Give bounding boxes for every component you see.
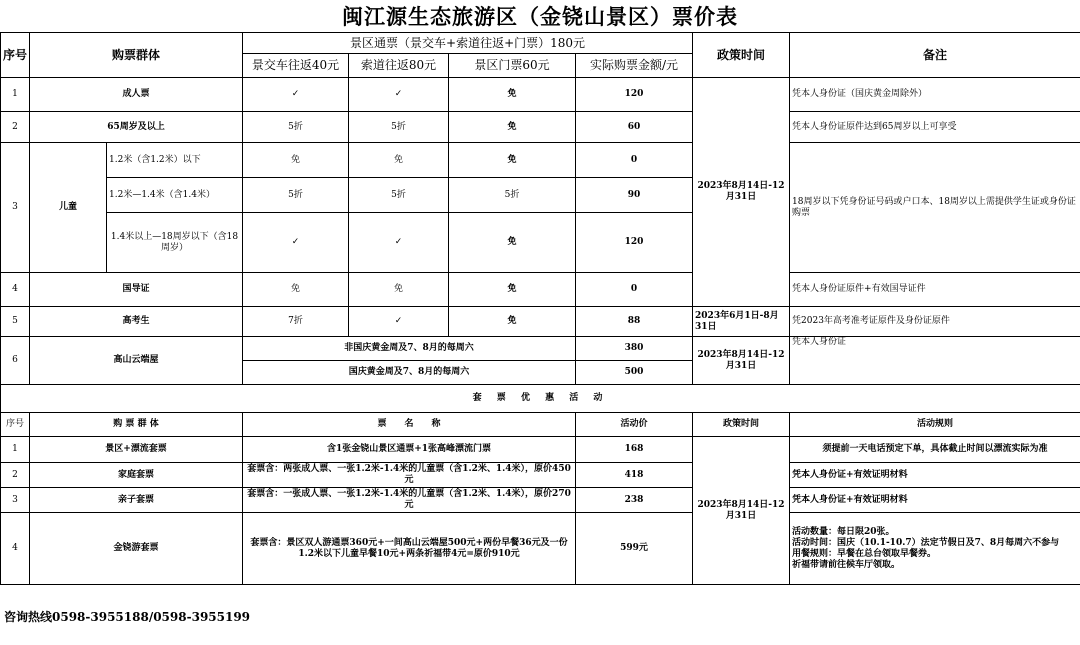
cell-amount: 90 xyxy=(576,178,693,213)
package-header-index: 序号 xyxy=(1,413,30,437)
cell-ropeway: 免 xyxy=(349,143,449,178)
header-actual: 实际购票金额/元 xyxy=(576,54,693,78)
table-row xyxy=(1,513,1080,585)
cell-no: 3 xyxy=(1,488,30,513)
table-row xyxy=(1,143,1080,178)
hotline-text: 咨询热线0598-3955188/0598-3955199 xyxy=(4,610,251,624)
cell-no: 6 xyxy=(1,337,30,385)
package-header-group: 购 票 群 体 xyxy=(30,413,243,437)
cell-ropeway: 5折 xyxy=(349,178,449,213)
cell-ropeway: ✓ xyxy=(349,213,449,273)
cell-rule: 凭本人身份证+有效证明材料 xyxy=(790,463,1080,488)
table-row xyxy=(1,437,1080,463)
cell-amount: 500 xyxy=(576,361,693,385)
cell-bus: ✓ xyxy=(243,78,349,112)
cell-group: 景区+漂流套票 xyxy=(30,437,243,463)
cell-price: 418 xyxy=(576,463,693,488)
cell-desc: 非国庆黄金周及7、8月的每周六 xyxy=(243,337,576,361)
cell-amount: 120 xyxy=(576,213,693,273)
cell-ropeway: 免 xyxy=(349,273,449,307)
cell-no: 4 xyxy=(1,273,30,307)
cell-policy: 2023年8月14日-12月31日 xyxy=(693,337,790,385)
cell-rule: 须提前一天电话预定下单，具体截止时间以漂流实际为准 xyxy=(790,437,1080,463)
cell-group: 金铙游套票 xyxy=(30,513,243,585)
cell-amount: 0 xyxy=(576,273,693,307)
cell-subgroup: 1.2米（含1.2米）以下 xyxy=(107,143,243,178)
header-gate: 景区门票60元 xyxy=(449,54,576,78)
cell-bus: ✓ xyxy=(243,213,349,273)
cell-ropeway: ✓ xyxy=(349,78,449,112)
cell-remark: 凭本人身份证（国庆黄金周除外） xyxy=(790,78,1080,112)
table-row xyxy=(1,78,1080,112)
cell-no: 5 xyxy=(1,307,30,337)
cell-group: 亲子套票 xyxy=(30,488,243,513)
cell-name: 含1张金铙山景区通票+1张高峰漂流门票 xyxy=(243,437,576,463)
rule-line: 活动数量：每日限20张。 xyxy=(792,526,895,537)
cell-rule: 凭本人身份证+有效证明材料 xyxy=(790,488,1080,513)
cell-gate: 免 xyxy=(449,78,576,112)
cell-no: 1 xyxy=(1,78,30,112)
cell-policy: 2023年6月1日-8月31日 xyxy=(693,307,790,337)
cell-subgroup: 1.4米以上—18周岁以下（含18周岁） xyxy=(107,213,243,273)
cell-no: 2 xyxy=(1,463,30,488)
cell-subgroup: 1.2米—1.4米（含1.4米） xyxy=(107,178,243,213)
cell-gate: 免 xyxy=(449,112,576,143)
rule-line: 祈福带请前往候车厅领取。 xyxy=(792,559,901,570)
header-combo: 景区通票（景交车+索道往返+门票）180元 xyxy=(243,33,693,54)
cell-bus: 免 xyxy=(243,273,349,307)
cell-amount: 88 xyxy=(576,307,693,337)
cell-no: 1 xyxy=(1,437,30,463)
price-table xyxy=(0,32,1080,585)
header-group: 购票群体 xyxy=(30,33,243,78)
cell-rule xyxy=(790,513,1080,585)
cell-remark: 凭2023年高考准考证原件及身份证原件 xyxy=(790,307,1080,337)
header-bus: 景交车往返40元 xyxy=(243,54,349,78)
cell-policy: 2023年8月14日-12月31日 xyxy=(693,437,790,585)
cell-desc: 国庆黄金周及7、8月的每周六 xyxy=(243,361,576,385)
cell-policy-main: 2023年8月14日-12月31日 xyxy=(693,78,790,307)
cell-remark: 凭本人身份证原件+有效国导证件 xyxy=(790,273,1080,307)
cell-ropeway: ✓ xyxy=(349,307,449,337)
cell-group: 65周岁及以上 xyxy=(30,112,243,143)
cell-price: 238 xyxy=(576,488,693,513)
table-row xyxy=(1,337,1080,361)
package-header-name: 票 名 称 xyxy=(243,413,576,437)
rule-line: 用餐规则：早餐在总台领取早餐券。 xyxy=(792,548,937,559)
cell-no: 2 xyxy=(1,112,30,143)
cell-gate: 免 xyxy=(449,143,576,178)
package-header-rule: 活动规则 xyxy=(790,413,1080,437)
cell-bus: 7折 xyxy=(243,307,349,337)
cell-group: 国导证 xyxy=(30,273,243,307)
header-policy: 政策时间 xyxy=(693,33,790,78)
cell-bus: 5折 xyxy=(243,178,349,213)
package-header-policy: 政策时间 xyxy=(693,413,790,437)
cell-amount: 60 xyxy=(576,112,693,143)
cell-gate: 免 xyxy=(449,213,576,273)
table-row xyxy=(1,273,1080,307)
cell-bus: 5折 xyxy=(243,112,349,143)
rule-line: 活动时间：国庆（10.1-10.7）法定节假日及7、8月每周六不参与 xyxy=(792,537,1060,548)
cell-no: 3 xyxy=(1,143,30,273)
cell-amount: 0 xyxy=(576,143,693,178)
table-row xyxy=(1,112,1080,143)
cell-remark: 凭本人身份证 xyxy=(790,337,1080,385)
header-remark: 备注 xyxy=(790,33,1080,78)
cell-remark: 18周岁以下凭身份证号码或户口本、18周岁以上需提供学生证或身份证购票 xyxy=(790,143,1080,273)
cell-gate: 免 xyxy=(449,307,576,337)
cell-name: 套票含：一张成人票、一张1.2米-1.4米的儿童票（含1.2米、1.4米），原价270元 xyxy=(243,488,576,513)
cell-name: 套票含：两张成人票、一张1.2米-1.4米的儿童票（含1.2米、1.4米），原价450元 xyxy=(243,463,576,488)
cell-group: 高山云端屋 xyxy=(30,337,243,385)
cell-gate: 5折 xyxy=(449,178,576,213)
cell-group: 成人票 xyxy=(30,78,243,112)
cell-bus: 免 xyxy=(243,143,349,178)
cell-remark: 凭本人身份证原件达到65周岁以上可享受 xyxy=(790,112,1080,143)
package-section-title: 套 票 优 惠 活 动 xyxy=(1,385,1080,413)
page-title: 闽江源生态旅游区（金铙山景区）票价表 xyxy=(342,4,738,29)
table-row xyxy=(1,307,1080,337)
cell-group: 家庭套票 xyxy=(30,463,243,488)
package-header-price: 活动价 xyxy=(576,413,693,437)
cell-name: 套票含：景区双人游通票360元+一间高山云端屋500元+两份早餐36元及一份1.2米以下儿童早餐10元+两条祈福带4元=原价910元 xyxy=(243,513,576,585)
table-row xyxy=(1,463,1080,488)
cell-amount: 120 xyxy=(576,78,693,112)
table-row xyxy=(1,488,1080,513)
cell-gate: 免 xyxy=(449,273,576,307)
cell-amount: 380 xyxy=(576,337,693,361)
cell-price: 168 xyxy=(576,437,693,463)
header-index: 序号 xyxy=(1,33,30,78)
cell-price: 599元 xyxy=(576,513,693,585)
header-ropeway: 索道往返80元 xyxy=(349,54,449,78)
cell-group: 儿童 xyxy=(30,143,107,273)
cell-ropeway: 5折 xyxy=(349,112,449,143)
cell-no: 4 xyxy=(1,513,30,585)
cell-group: 高考生 xyxy=(30,307,243,337)
